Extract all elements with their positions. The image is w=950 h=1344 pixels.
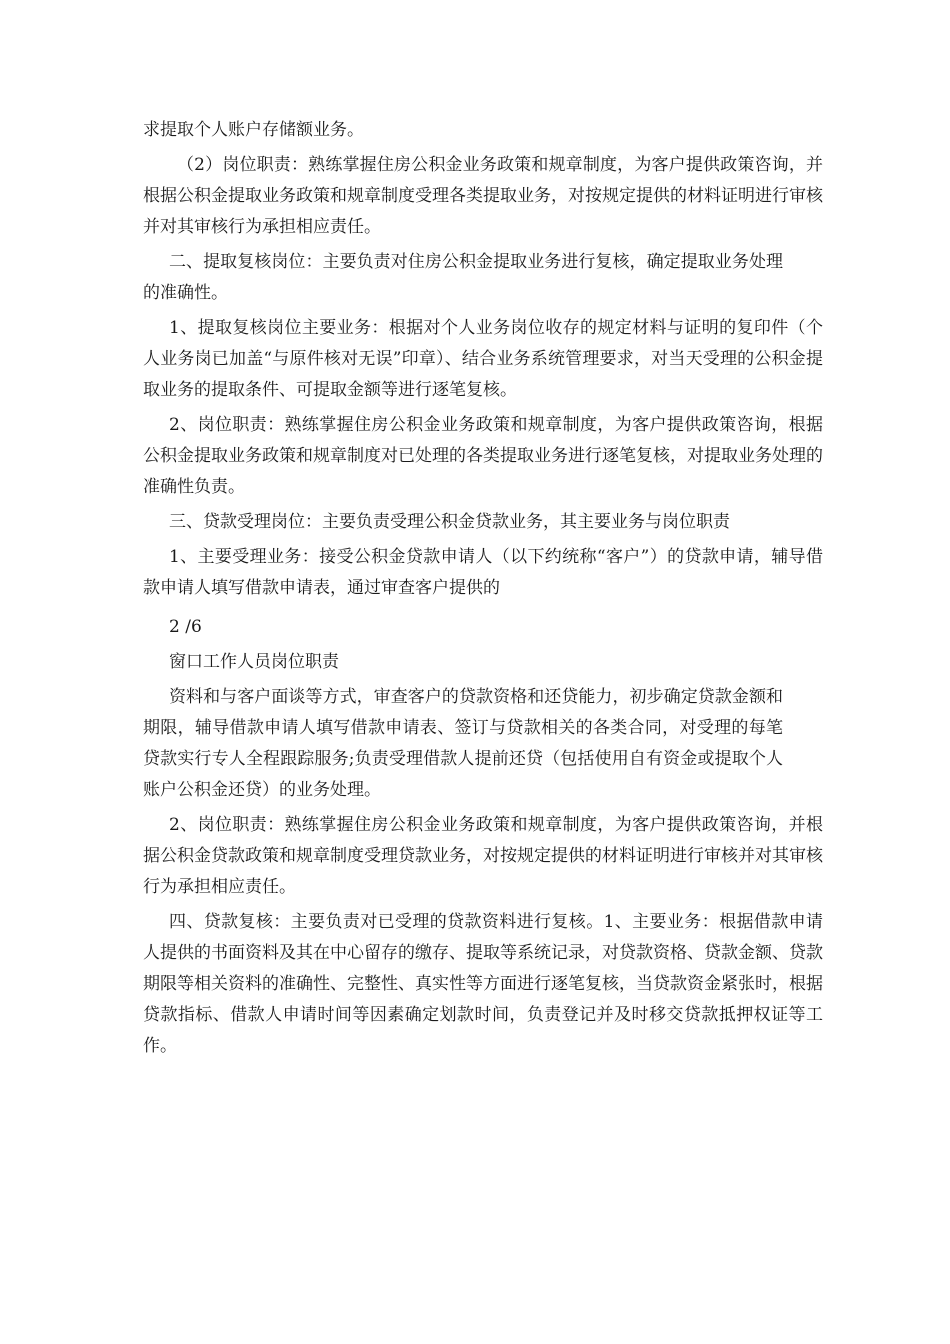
paragraph-section-2: 二、提取复核岗位：主要负责对住房公积金提取业务进行复核，确定提取业务处理的准确性。 (143, 252, 783, 303)
paragraph-section-2-item-2: 2、岗位职责：熟练掌握住房公积金业务政策和规章制度，为客户提供政策咨询，根据公积金提取业务政策和规章制度对已处理的各类提取业务进行逐笔复核，对提取业务处理的准确性负责。 (143, 415, 823, 497)
paragraph-section-3: 三、贷款受理岗位：主要负责受理公积金贷款业务，其主要业务与岗位职责 (169, 512, 730, 532)
paragraph-duty-2: （2）岗位职责：熟练掌握住房公积金业务政策和规章制度，为客户提供政策咨询，并根据公积金提取业务政策和规章制度受理各类提取业务，对按规定提供的材料证明进行审核并对其审核行为承担相应责任。 (143, 155, 823, 237)
paragraph-section-2-item-1: 1、提取复核岗位主要业务：根据对个人业务岗位收存的规定材料与证明的复印件（个人业务岗已加盖“与原件核对无误”印章）、结合业务系统管理要求，对当天受理的公积金提取业务的提取条件、可提取金额等进行逐笔复核。 (143, 318, 823, 400)
paragraph-section-3-item-1: 1、主要受理业务：接受公积金贷款申请人（以下约统称“客户”）的贷款申请，辅导借款申请人填写借款申请表，通过审查客户提供的 (143, 547, 823, 598)
paragraph-section-4: 四、贷款复核：主要负责对已受理的贷款资料进行复核。1、主要业务：根据借款申请人提供的书面资料及其在中心留存的缴存、提取等系统记录，对贷款资格、贷款金额、贷款期限等相关资料的准确性、完整性、真实性等方面进行逐笔复核，当贷款资金紧张时，根据贷款指标、借款人申请时间等因素确定划款时间，负责登记并及时移交贷款抵押权证等工作。 (143, 912, 823, 1056)
document-body (143, 115, 823, 1066)
paragraph-section-3-continued: 资料和与客户面谈等方式，审查客户的贷款资格和还贷能力，初步确定贷款金额和期限，辅导借款申请人填写借款申请表、签订与贷款相关的各类合同，对受理的每笔贷款实行专人全程跟踪服务;负责受理借款人提前还贷（包括使用自有资金或提取个人账户公积金还贷）的业务处理。 (143, 687, 783, 800)
running-title: 窗口工作人员岗位职责 (169, 652, 339, 672)
page-number: 2 /6 (169, 617, 202, 637)
paragraph-continuation: 求提取个人账户存储额业务。 (143, 120, 364, 140)
paragraph-section-3-item-2: 2、岗位职责：熟练掌握住房公积金业务政策和规章制度，为客户提供政策咨询，并根据公积金贷款政策和规章制度受理贷款业务，对按规定提供的材料证明进行审核并对其审核行为承担相应责任。 (143, 815, 823, 897)
